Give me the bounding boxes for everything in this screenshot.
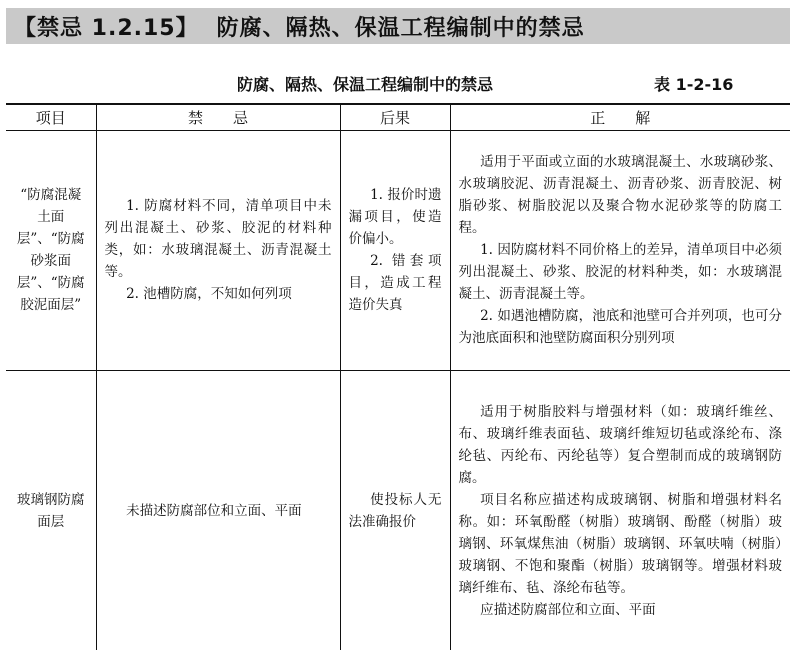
taboo-paragraph: 1. 防腐材料不同，清单项目中未列出混凝土、砂浆、胶泥的材料种类，如：水玻璃混凝土、沥青混凝土等。	[104, 198, 332, 280]
column-header-consequence: 后果	[340, 104, 450, 130]
section-header	[6, 8, 790, 44]
taboo-cell	[96, 130, 340, 370]
correct-paragraph: 1. 因防腐材料不同价格上的差异，清单项目中必须列出混凝土、砂浆、胶泥的材料种类，如：水玻璃混凝土、沥青混凝土等。	[458, 242, 782, 302]
item-cell	[6, 130, 96, 370]
table-header-row	[6, 104, 790, 130]
column-header-taboo: 禁 忌	[96, 104, 340, 130]
item-cell	[6, 370, 96, 650]
correct-cell	[450, 130, 790, 370]
correct-paragraph: 适用于树脂胶料与增强材料（如：玻璃纤维丝、布、玻璃纤维表面毡、玻璃纤维短切毡或涤纶布、涤纶毡、丙纶布、丙纶毡等）复合塑制而成的玻璃钢防腐。	[458, 403, 782, 486]
consequence-paragraph: 2. 错套项目，造成工程造价失真	[348, 253, 442, 313]
correct-paragraph: 2. 如遇池槽防腐，池底和池壁可合并列项，也可分为池底面积和池壁防腐面积分别列项	[458, 308, 782, 346]
taboo-table	[6, 103, 790, 650]
consequence-cell	[340, 130, 450, 370]
table-row	[6, 130, 790, 370]
taboo-paragraph: 未描述防腐部位和立面、平面	[126, 502, 302, 519]
correct-paragraph: 项目名称应描述构成玻璃钢、树脂和增强材料名称。如：环氧酚醛（树脂）玻璃钢、酚醛（树脂）玻璃钢、环氧煤焦油（树脂）玻璃钢、环氧呋喃（树脂）玻璃钢、不饱和聚酯（树脂）玻璃钢等。增强材料玻璃纤维布、毡、涤纶布毡等。	[458, 491, 782, 596]
consequence-cell	[340, 370, 450, 650]
table-title: 防腐、隔热、保温工程编制中的禁忌	[237, 75, 494, 94]
consequence-paragraph: 1. 报价时遗漏项目，使造价偏小。	[348, 187, 442, 247]
column-header-item: 项目	[6, 104, 96, 130]
item-text: 玻璃钢防腐面层	[17, 491, 85, 530]
item-text: “防腐混凝土面层”、“防腐砂浆面层”、“防腐胶泥面层”	[16, 187, 85, 313]
table-number: 表 1-2-16	[654, 75, 734, 94]
section-title: 防腐、隔热、保温工程编制中的禁忌	[216, 15, 585, 41]
column-header-correct: 正 解	[450, 104, 790, 130]
table-row	[6, 370, 790, 650]
table-caption	[0, 72, 796, 94]
taboo-paragraph: 2. 池槽防腐，不知如何列项	[126, 286, 292, 302]
consequence-paragraph: 使投标人无法准确报价	[348, 491, 442, 530]
correct-paragraph: 应描述防腐部位和立面、平面	[480, 601, 656, 618]
correct-cell	[450, 370, 790, 650]
correct-paragraph: 适用于平面或立面的水玻璃混凝土、水玻璃砂浆、水玻璃胶泥、沥青混凝土、沥青砂浆、沥青胶泥、树脂砂浆、树脂胶泥以及聚合物水泥砂浆等的防腐工程。	[458, 154, 782, 236]
taboo-cell	[96, 370, 340, 650]
section-tag: 【禁忌 1.2.15】	[14, 15, 199, 41]
